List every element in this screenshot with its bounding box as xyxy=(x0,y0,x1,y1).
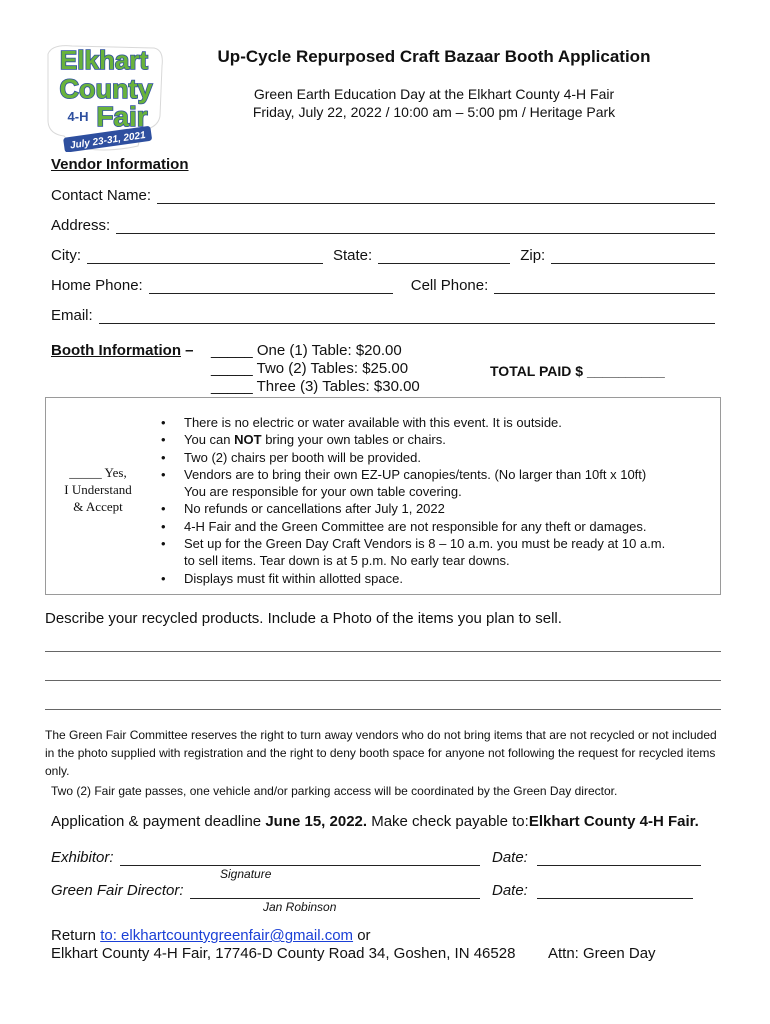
rule-item: • Displays must fit within allotted space. xyxy=(160,570,708,587)
rule-text: • Set up for the Green Day Craft Vendors is 8 – 10 a.m. you must be ready at 10 a.m. xyxy=(184,536,666,552)
email-label: Email: xyxy=(51,307,93,324)
deadline-text: Application & payment deadline xyxy=(51,813,266,830)
form-title: Up-Cycle Repurposed Craft Bazaar Booth Application xyxy=(217,47,651,66)
describe-prompt: Describe your recycled products. Include a Photo of the items you plan to sell. xyxy=(45,610,562,627)
rule-text: bring your own tables or chairs. xyxy=(261,432,446,448)
return-address: Elkhart County 4-H Fair, 17746-D County Road 34, Goshen, IN 46528 xyxy=(51,945,516,962)
rule-text: You can xyxy=(184,432,235,448)
contact-name-field[interactable] xyxy=(157,189,715,204)
rules-list xyxy=(160,414,708,587)
booth-info-heading-text: Booth Information xyxy=(51,342,181,359)
rule-item: • There is no electric or water available with this event. It is outside. xyxy=(160,414,708,431)
return-text: Return xyxy=(51,927,101,944)
return-email-link[interactable]: to: elkhartcountygreenfair@gmail.com xyxy=(100,927,354,944)
rule-text: You are responsible for your own table covering. xyxy=(184,484,462,500)
rule-item: • Two (2) chairs per booth will be provided. xyxy=(160,449,708,466)
accept-understand: I Understand xyxy=(64,482,132,497)
booth-option-one-table[interactable]: _____ One (1) Table: $20.00 xyxy=(211,342,402,359)
state-field[interactable] xyxy=(378,249,510,264)
address-field[interactable] xyxy=(116,219,715,234)
describe-line-1[interactable] xyxy=(45,651,721,652)
booth-options xyxy=(211,342,420,396)
phone-row xyxy=(51,277,715,294)
contact-name-row xyxy=(51,187,715,204)
accept-terms[interactable] xyxy=(58,464,138,515)
address-label: Address: xyxy=(51,217,111,234)
city-field[interactable] xyxy=(87,249,323,264)
rule-text: to sell items. Tear down is at 5 p.m. No early tear downs. xyxy=(184,553,510,569)
director-signature-field[interactable] xyxy=(190,884,480,899)
vendor-info-heading: Vendor Information xyxy=(51,156,189,173)
logo-word-county: County xyxy=(59,74,153,104)
elkhart-county-fair-logo xyxy=(42,42,166,152)
total-paid-field[interactable]: __________ xyxy=(586,363,665,379)
booth-info-dash: – xyxy=(185,342,194,359)
logo-word-4h: 4-H xyxy=(67,109,89,124)
deadline-line xyxy=(51,813,699,830)
payee-name: Elkhart County 4-H Fair. xyxy=(528,813,699,830)
exhibitor-date-label: Date: xyxy=(492,849,528,866)
reserve-notice: The Green Fair Committee reserves the right to turn away vendors who do not bring items that are not recycled or not included in the photo supplied with registration and the right to deny booth space for anyone not following the request for recycled items only. xyxy=(45,728,717,778)
zip-label: Zip: xyxy=(520,247,546,264)
rule-emphasis: NOT xyxy=(234,432,262,448)
rule-item xyxy=(160,535,708,570)
home-phone-label: Home Phone: xyxy=(51,277,143,294)
describe-line-2[interactable] xyxy=(45,680,721,681)
contact-name-label: Contact Name: xyxy=(51,187,152,204)
logo-word-elkhart: Elkhart xyxy=(59,45,149,75)
passes-notice: Two (2) Fair gate passes, one vehicle and/or parking access will be coordinated by the Green Day director. xyxy=(51,784,618,798)
exhibitor-label: Exhibitor: xyxy=(51,849,114,866)
booth-option-three-tables[interactable]: _____ Three (3) Tables: $30.00 xyxy=(211,378,420,395)
state-label: State: xyxy=(333,247,373,264)
director-date-label: Date: xyxy=(492,882,528,899)
booth-option-two-tables[interactable]: _____ Two (2) Tables: $25.00 xyxy=(211,360,409,377)
rule-item xyxy=(160,431,708,448)
email-field[interactable] xyxy=(99,309,715,324)
booth-info-heading xyxy=(51,342,194,359)
rule-text: • Vendors are to bring their own EZ-UP canopies/tents. (No larger than 10ft x 10ft) xyxy=(184,466,647,482)
director-name: Jan Robinson xyxy=(263,900,337,914)
signature-caption: Signature xyxy=(220,867,272,881)
zip-field[interactable] xyxy=(551,249,715,264)
rule-item xyxy=(160,466,708,501)
total-paid xyxy=(490,363,665,379)
event-date-line: Friday, July 22, 2022 / 10:00 am – 5:00 pm / Heritage Park xyxy=(252,104,616,120)
logo-word-fair: Fair xyxy=(96,101,148,132)
exhibitor-signature-field[interactable] xyxy=(120,851,480,866)
accept-yes[interactable]: _____ Yes, xyxy=(69,465,127,480)
return-attn: Attn: Green Day xyxy=(548,945,656,962)
return-or: or xyxy=(353,927,371,944)
total-paid-label: TOTAL PAID $ xyxy=(490,363,584,379)
describe-line-3[interactable] xyxy=(45,709,721,710)
cell-phone-label: Cell Phone: xyxy=(410,277,489,294)
city-state-zip-row xyxy=(51,247,715,264)
rule-item: • No refunds or cancellations after July 1, 2022 xyxy=(160,500,708,517)
email-row xyxy=(51,307,715,324)
event-subtitle: Green Earth Education Day at the Elkhart County 4-H Fair xyxy=(253,86,615,102)
exhibitor-date-field[interactable] xyxy=(537,851,701,866)
cell-phone-field[interactable] xyxy=(494,279,715,294)
deadline-date: June 15, 2022. xyxy=(265,813,368,830)
city-label: City: xyxy=(51,247,81,264)
accept-accept: & Accept xyxy=(73,499,123,514)
logo-dates: July 23-31, 2021 xyxy=(69,129,147,152)
rule-item: • 4-H Fair and the Green Committee are not responsible for any theft or damages. xyxy=(160,518,708,535)
address-row xyxy=(51,217,715,234)
director-date-field[interactable] xyxy=(537,884,693,899)
return-line xyxy=(51,927,371,944)
home-phone-field[interactable] xyxy=(149,279,393,294)
director-label: Green Fair Director: xyxy=(51,882,184,899)
deadline-payable: Make check payable to: xyxy=(367,813,529,830)
